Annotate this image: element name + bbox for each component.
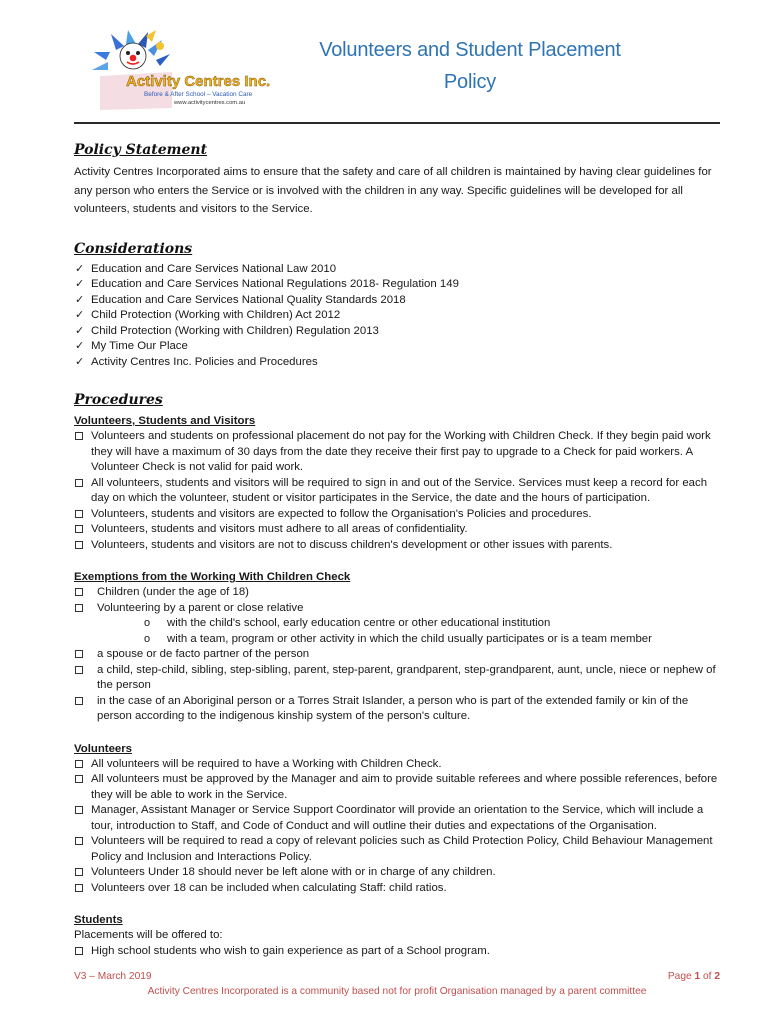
checkbox-icon [75,541,83,549]
checkbox-icon [75,837,83,845]
volunteers-list [74,757,720,897]
section-heading-procedures: Procedures [74,392,163,408]
clown-logo-icon [86,30,282,112]
list-item: a spouse or de facto partner of the person [74,647,720,663]
section-heading-considerations: Considerations [74,240,193,257]
list-item: Volunteers, students and visitors are expected to follow the Organisation's Policies and procedures. [74,507,720,523]
list-item: Volunteers and students on professional placement do not pay for the Working with Children Check. If they begin paid work they will have a maximum of 30 days from the date they receive their first pay to upgrade to a Check for paid workers. A Volunteer Check is not valid for paid work. [74,429,720,476]
circle-bullet-icon: o [144,617,151,629]
exemptions-list [74,585,720,725]
checkbox-icon [75,525,83,533]
page-footer [74,970,720,1000]
svg-text:Activity Centres Inc.: Activity Centres Inc. [126,73,271,90]
checkbox-icon [75,806,83,814]
circle-bullet-icon: o [144,632,151,645]
list-item: High school students who wish to gain experience as part of a School program. [74,944,720,960]
footer-note: Activity Centres Incorporated is a community based not for profit Organisation managed by a parent committee [147,986,647,997]
title-line: Policy [443,71,497,93]
list-item: ✓ Education and Care Services National Quality Standards 2018 [74,293,720,309]
list-item: Volunteers Under 18 should never be left alone with or in charge of any children. [74,865,720,881]
list-item: Volunteers will be required to read a copy of relevant policies such as Child Protection Policy, Child Behaviour Management Policy and Inclusion and Interactions Policy. [74,834,720,865]
checkbox-icon [75,588,83,596]
checkmark-icon: ✓ [75,293,85,306]
logo [86,30,282,112]
version-label: V3 – March 2019 [74,971,152,982]
list-item: a child, step-child, sibling, step-sibling, parent, step-parent, grandparent, step-grandparent, aunt, uncle, niece or nephew of the person [74,663,720,694]
considerations-list [74,262,720,371]
list-item: ✓ Child Protection (Working with Children) Act 2012 [74,308,720,324]
list-item: Volunteers, students and visitors are not to discuss children's development or other issues with parents. [74,538,720,554]
checkmark-icon: ✓ [75,278,85,290]
students-list [74,944,720,960]
checkmark-icon: ✓ [75,355,85,368]
checkbox-icon [75,868,83,876]
checkbox-icon [75,432,83,440]
list-item: ✓ Activity Centres Inc. Policies and Procedures [74,355,720,371]
subheading-exemptions: Exemptions from the Working With Children Check [74,571,351,583]
checkbox-icon [75,775,83,783]
list-item: ✓ Child Protection (Working with Children) Regulation 2013 [74,324,720,340]
checkbox-icon [75,697,83,705]
list-item: ✓ My Time Our Place [74,339,720,355]
checkbox-icon [75,884,83,892]
checkmark-icon: ✓ [75,324,85,337]
checkmark-icon: ✓ [75,340,85,352]
checkmark-icon: ✓ [75,262,85,275]
list-item: All volunteers must be approved by the Manager and aim to provide suitable referees and where possible references, before they will be able to work in the Service. [74,772,720,803]
header-divider [74,122,720,124]
sub-list-item: o with the child's school, early education centre or other educational institution [74,616,720,632]
title-line: Volunteers and Student Placement [319,39,621,61]
checkbox-icon [75,510,83,518]
list-item: Children (under the age of 18) [74,585,720,601]
checkbox-icon [75,604,83,612]
checkbox-icon [75,650,83,658]
checkbox-icon [75,760,83,768]
list-item: Volunteers over 18 can be included when calculating Staff: child ratios. [74,881,720,897]
checkbox-icon [75,666,83,674]
checkbox-icon [75,479,83,487]
page-title [270,34,670,98]
list-item: All volunteers, students and visitors will be required to sign in and out of the Service. Services must keep a record for each day on which the volunteer, student or visitor participates in the Service, the date and the hours of participation. [74,476,720,507]
list-item: ✓ Education and Care Services National Regulations 2018- Regulation 149 [74,277,720,293]
checkbox-icon [75,947,83,955]
policy-statement-text: Activity Centres Incorporated aims to ensure that the safety and care of all children is maintained by having clear guidelines for any person who enters the Service or is involved with the children in any way. Specific guidelines will be developed for all volunteers, students and visitors to the Service. [74,166,712,215]
document-body [74,140,720,959]
list-item: in the case of an Aboriginal person or a Torres Strait Islander, a person who is part of the extended family or kin of the person according to the indigenous kinship system of the person's culture. [74,694,720,725]
vsv-list [74,429,720,553]
subheading-volunteers: Volunteers [74,742,133,755]
list-item: Volunteering by a parent or close relative [74,601,720,617]
checkmark-icon: ✓ [75,309,85,321]
subheading-students: Students [74,914,123,926]
svg-text:Before & After School – Vacati: Before & After School – Vacation Care [144,91,253,98]
list-item: Manager, Assistant Manager or Service Support Coordinator will provide an orientation to the Service, which will include a tour, introduction to Staff, and Code of Conduct and will outline their duties and expectations of the Organisation. [74,803,720,834]
list-item: ✓ Education and Care Services National Law 2010 [74,262,720,278]
list-item: All volunteers will be required to have a Working with Children Check. [74,757,720,773]
students-intro: Placements will be offered to: [74,929,223,941]
list-item: Volunteers, students and visitors must adhere to all areas of confidentiality. [74,522,720,538]
svg-text:www.activitycentres.com.au: www.activitycentres.com.au [174,100,246,106]
sub-list-item: o with a team, program or other activity in which the child usually participates or is a team member [74,632,720,648]
page-number: Page 1 of 2 [667,971,720,982]
subheading-volunteers-students-visitors: Volunteers, Students and Visitors [74,415,256,427]
section-heading-policy-statement: Policy Statement [74,142,208,158]
